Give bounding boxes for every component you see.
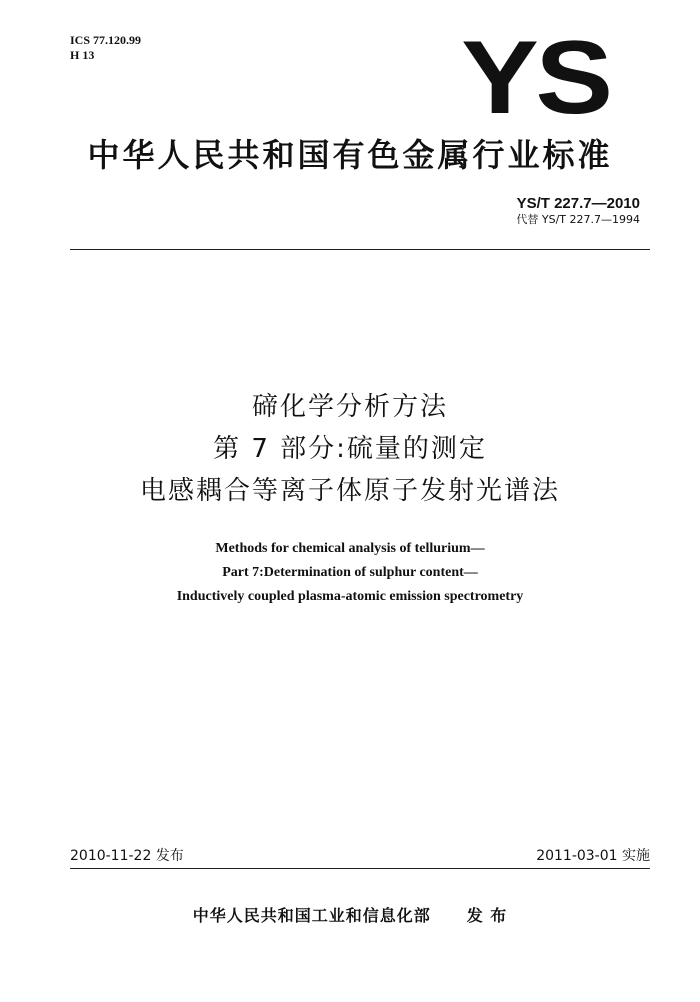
english-title-line-1: Methods for chemical analysis of tellurium— [215,541,485,556]
chinese-title [0,386,700,512]
chinese-title-line-1: 碲化学分析方法 [251,392,448,422]
top-divider [70,249,650,250]
publisher-action: 发 布 [466,906,508,925]
ics-code: ICS 77.120.99 [70,33,142,47]
issue-date: 2010-11-22 发布 [70,848,184,864]
publisher-name: 中华人民共和国工业和信息化部 [192,906,431,925]
standard-number: YS/T 227.7—2010 [516,195,640,212]
replaces-standard: 代替 YS/T 227.7—1994 [516,213,640,226]
bottom-divider [70,868,650,869]
standard-number-block [516,195,640,227]
publisher [0,903,700,926]
chinese-title-line-3: 电感耦合等离子体原子发射光谱法 [139,476,560,506]
page-title: 中华人民共和国有色金属行业标准 [87,136,613,174]
english-title [0,537,700,609]
english-title-line-2: Part 7:Determination of sulphur content— [222,565,478,580]
implementation-date: 2011-03-01 实施 [536,848,650,864]
english-title-line-3: Inductively coupled plasma-atomic emission spectrometry [176,589,524,604]
ccs-code: H 13 [70,48,95,62]
classification-codes [70,33,141,63]
ys-logo: YS [461,20,610,136]
chinese-title-line-2: 第 7 部分:硫量的测定 [213,434,487,464]
